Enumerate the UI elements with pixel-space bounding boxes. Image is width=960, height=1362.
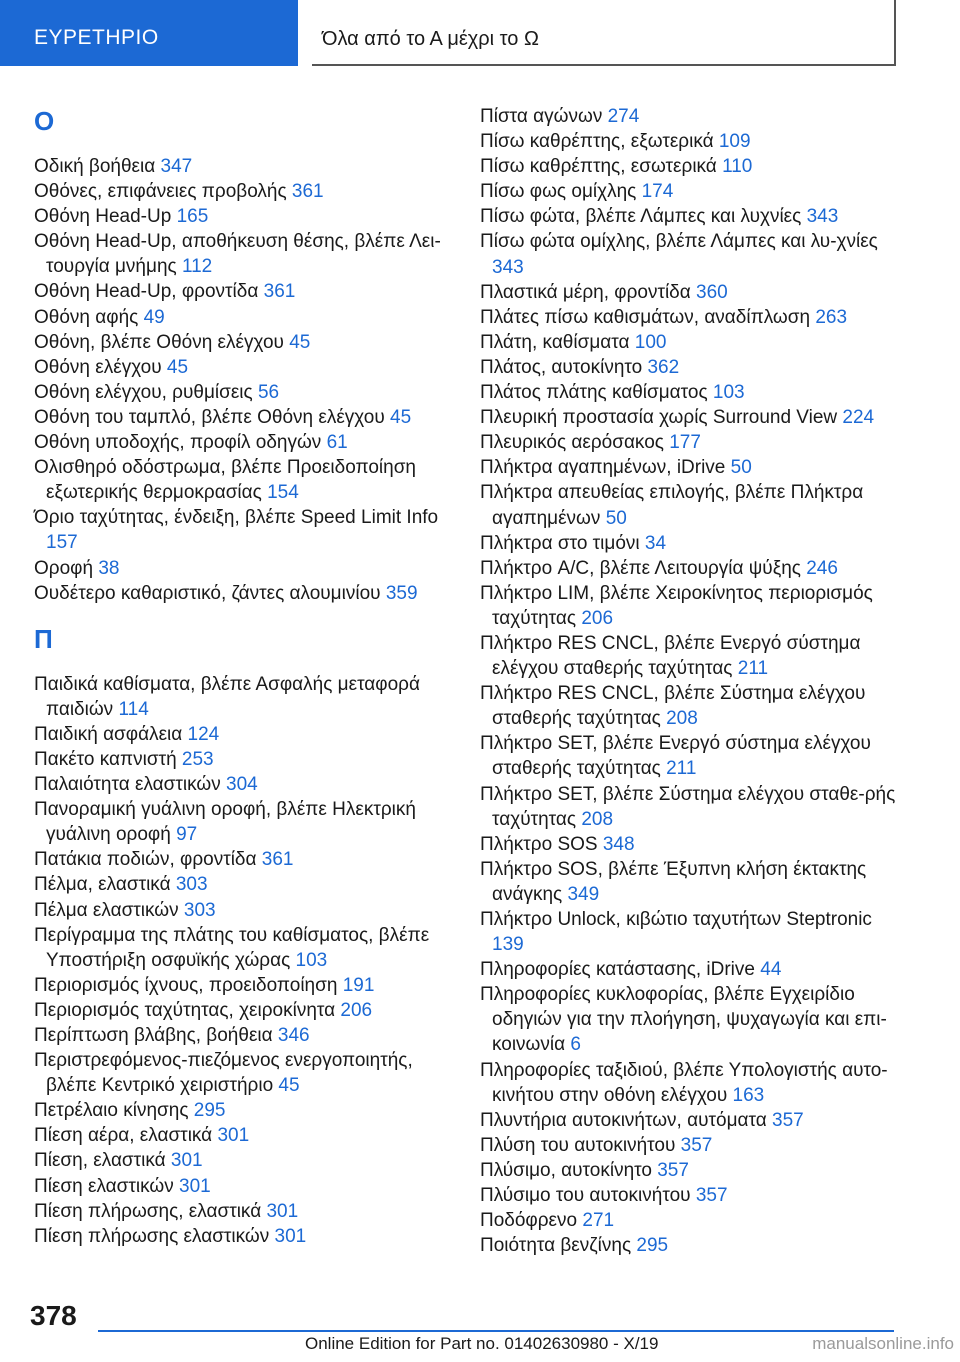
index-page-link[interactable]: 208 bbox=[666, 708, 698, 730]
index-entry-text: Πλήκτρα απευθείας επιλογής, βλέπε Πλήκτρα αγαπημένων bbox=[480, 482, 864, 529]
index-entry bbox=[34, 154, 454, 179]
index-page-link[interactable]: 357 bbox=[695, 1185, 728, 1207]
index-page-link[interactable]: 165 bbox=[176, 206, 209, 228]
index-entry-text: Όριο ταχύτητας, ένδειξη, βλέπε Speed Limit Info bbox=[34, 507, 439, 529]
index-entry-text: Πλάτες πίσω καθισμάτων, αναδίπλωση bbox=[480, 306, 816, 328]
index-page-link[interactable]: 139 bbox=[492, 934, 524, 956]
index-entry bbox=[34, 747, 454, 772]
index-entry-text: Πλάτος πλάτης καθίσματος bbox=[480, 382, 713, 404]
index-letter-heading: Π bbox=[34, 623, 53, 654]
index-entry-text: Περίγραμμα της πλάτης του καθίσματος, βλέπε Υποστήριξη οσφυϊκής χώρας bbox=[34, 924, 430, 971]
index-page-link[interactable]: 97 bbox=[176, 824, 198, 846]
index-entry bbox=[480, 1233, 900, 1258]
index-page-link[interactable]: 361 bbox=[263, 281, 296, 303]
index-page-link[interactable]: 163 bbox=[732, 1084, 765, 1106]
index-entry-text: Πίεση πλήρωσης, ελαστικά bbox=[34, 1200, 267, 1222]
index-page-link[interactable]: 357 bbox=[680, 1134, 713, 1156]
index-entry bbox=[480, 556, 900, 581]
index-entry-text: Οθόνη Head-Up, φροντίδα bbox=[34, 281, 264, 303]
index-page-link[interactable]: 45 bbox=[390, 406, 412, 428]
index-entry bbox=[34, 455, 454, 505]
index-entry bbox=[480, 1208, 900, 1233]
index-entry bbox=[480, 355, 900, 380]
index-entry bbox=[34, 898, 454, 923]
index-page-link[interactable]: 295 bbox=[193, 1100, 226, 1122]
footer-divider bbox=[98, 1330, 894, 1332]
index-entry-text: Οθόνη, βλέπε Οθόνη ελέγχου bbox=[34, 331, 290, 353]
index-entry bbox=[34, 797, 454, 847]
index-entry-text: Ποδόφρενο bbox=[480, 1210, 583, 1232]
index-page-link[interactable]: 157 bbox=[46, 532, 78, 554]
index-page-link[interactable]: 304 bbox=[226, 774, 258, 796]
index-entry-text: Οθόνη Head-Up bbox=[34, 206, 177, 228]
index-entry bbox=[34, 229, 454, 279]
index-page-link[interactable]: 206 bbox=[581, 607, 614, 629]
index-entry-text: Ποιότητα βενζίνης bbox=[480, 1235, 637, 1257]
index-entry bbox=[34, 1023, 454, 1048]
section-title: ΕΥΡΕΤΗΡΙΟ bbox=[34, 26, 159, 49]
index-page-link[interactable]: 301 bbox=[179, 1175, 211, 1197]
index-page-link[interactable]: 361 bbox=[261, 849, 294, 871]
header-subtitle: Όλα από το Α μέχρι το Ω bbox=[322, 28, 539, 50]
index-entry bbox=[480, 179, 900, 204]
index-page-link[interactable]: 303 bbox=[183, 899, 216, 921]
index-entry-text: Πίστα αγώνων bbox=[480, 106, 608, 127]
index-page-link[interactable]: 301 bbox=[170, 1150, 203, 1172]
index-entry bbox=[480, 681, 900, 731]
index-entry-text: Πακέτο καπνιστή bbox=[34, 748, 182, 770]
index-entry-text: Παλαιότητα ελαστικών bbox=[34, 774, 226, 796]
header-subtitle-box bbox=[312, 0, 896, 66]
index-entry bbox=[34, 1148, 454, 1173]
index-entry-text: Πλάτη, καθίσματα bbox=[480, 331, 635, 353]
index-page-link[interactable]: 274 bbox=[607, 106, 640, 127]
index-entry bbox=[34, 722, 454, 747]
index-entry-text: Πλευρική προστασία χωρίς Surround View bbox=[480, 407, 843, 429]
index-entry-text: Πλήκτρα στο τιμόνι bbox=[480, 532, 645, 554]
index-page-link[interactable]: 103 bbox=[712, 382, 745, 404]
index-page-link[interactable]: 343 bbox=[492, 256, 524, 278]
index-page-link[interactable]: 103 bbox=[295, 949, 328, 971]
index-entry bbox=[480, 430, 900, 455]
index-entry bbox=[480, 380, 900, 405]
index-entry bbox=[34, 1199, 454, 1224]
index-page-link[interactable]: 271 bbox=[582, 1210, 615, 1232]
footer-watermark: manualsonline.info bbox=[812, 1334, 954, 1353]
index-page-link[interactable]: 359 bbox=[385, 582, 418, 604]
index-entry bbox=[34, 772, 454, 797]
index-page-link[interactable]: 346 bbox=[277, 1025, 310, 1046]
index-entry-text: Πίσω φώτα, βλέπε Λάμπες και λυχνίες bbox=[480, 206, 807, 228]
index-entry-text: Πλυντήρια αυτοκινήτων, αυτόματα bbox=[480, 1109, 772, 1131]
index-page-link[interactable]: 50 bbox=[730, 457, 752, 479]
index-page-link[interactable]: 177 bbox=[669, 432, 701, 454]
index-entry-text: Πληροφορίες κυκλοφορίας, βλέπε Εγχειρίδιο οδηγιών για την πλοήγηση, ψυχαγωγία και επι-κοινωνία bbox=[480, 984, 887, 1056]
index-entry bbox=[480, 907, 900, 957]
index-page-link[interactable]: 301 bbox=[274, 1225, 307, 1247]
index-entry bbox=[480, 455, 900, 480]
index-entry-text: Πέλμα ελαστικών bbox=[34, 899, 184, 921]
index-page-link[interactable]: 109 bbox=[718, 131, 751, 153]
index-entry bbox=[34, 405, 454, 430]
index-entry-text: Πατάκια ποδιών, φροντίδα bbox=[34, 849, 262, 871]
index-entry-text: Πίεση αέρα, ελαστικά bbox=[34, 1125, 218, 1147]
index-page-link[interactable]: 349 bbox=[567, 883, 600, 905]
index-entry-text: Πλύση του αυτοκινήτου bbox=[480, 1134, 681, 1156]
index-page-link[interactable]: 45 bbox=[289, 331, 311, 353]
index-entry bbox=[34, 204, 454, 229]
index-page-link[interactable]: 49 bbox=[143, 306, 165, 328]
index-entry bbox=[34, 430, 454, 455]
index-page-link[interactable]: 50 bbox=[605, 507, 627, 529]
index-entry-text: Πετρέλαιο κίνησης bbox=[34, 1100, 194, 1122]
index-entry-text: Πληροφορίες κατάστασης, iDrive bbox=[480, 959, 761, 981]
index-entry bbox=[480, 1108, 900, 1133]
index-entry bbox=[480, 104, 900, 129]
index-entry-text: Περίπτωση βλάβης, βοήθεια bbox=[34, 1025, 278, 1046]
index-column-left bbox=[34, 104, 454, 1249]
index-entry bbox=[34, 279, 454, 304]
index-entry bbox=[480, 957, 900, 982]
index-page-link[interactable]: 357 bbox=[772, 1109, 804, 1131]
index-page-link[interactable]: 360 bbox=[696, 281, 728, 303]
index-entry bbox=[480, 631, 900, 681]
index-page-link[interactable]: 211 bbox=[666, 758, 697, 780]
index-entry bbox=[480, 1058, 900, 1108]
index-page-link[interactable]: 45 bbox=[166, 356, 189, 378]
index-entry bbox=[480, 1133, 900, 1158]
index-entry-text: Παιδική ασφάλεια bbox=[34, 723, 188, 745]
index-page-link[interactable]: 303 bbox=[175, 874, 208, 896]
index-entry-text: Οθόνη υποδοχής, προφίλ οδηγών bbox=[34, 432, 327, 454]
index-page-link[interactable]: 246 bbox=[806, 557, 838, 579]
index-page-link[interactable]: 224 bbox=[842, 407, 875, 429]
index-page-link[interactable]: 6 bbox=[570, 1034, 581, 1056]
index-entry-text: Πλήκτρο RES CNCL, βλέπε Σύστημα ελέγχου σταθερής ταχύτητας bbox=[480, 683, 866, 730]
index-entry-text: Πίεση, ελαστικά bbox=[34, 1150, 171, 1172]
index-entry bbox=[34, 672, 454, 722]
index-entry-text: Οροφή bbox=[34, 557, 99, 579]
index-page-link[interactable]: 191 bbox=[342, 974, 375, 996]
index-entry bbox=[480, 480, 900, 530]
index-entry-text: Οθόνες, επιφάνειες προβολής bbox=[34, 181, 292, 203]
index-entry-text: Πλαστικά μέρη, φροντίδα bbox=[480, 281, 697, 303]
index-entry-text: Οθόνη ελέγχου bbox=[34, 356, 167, 378]
index-entry-text: Περιορισμός ίχνους, προειδοποίηση bbox=[34, 974, 343, 996]
index-entry-text: Οθόνη ελέγχου, ρυθμίσεις bbox=[34, 381, 258, 403]
index-entry-text: Πλήκτρο RES CNCL, βλέπε Ενεργό σύστημα ελέγχου σταθερής ταχύτητας bbox=[480, 632, 861, 680]
index-entry-text: Πίσω καθρέπτης, εσωτερικά bbox=[480, 156, 723, 178]
index-page-link[interactable]: 110 bbox=[722, 156, 753, 178]
index-entry-text: Πέλμα, ελαστικά bbox=[34, 874, 176, 896]
index-entry-text: Πλήκτρο SET, βλέπε Σύστημα ελέγχου σταθε-ρής ταχύτητας bbox=[480, 783, 896, 830]
index-entry bbox=[34, 998, 454, 1023]
index-entry-text: Πλευρικός αερόσακος bbox=[480, 432, 670, 454]
index-entry bbox=[480, 229, 900, 279]
index-entry bbox=[34, 179, 454, 204]
index-entry-text: Ολισθηρό οδόστρωμα, βλέπε Προειδοποίηση εξωτερικής θερμοκρασίας bbox=[34, 457, 416, 504]
index-page-link[interactable]: 253 bbox=[181, 748, 214, 770]
index-page-link[interactable]: 208 bbox=[581, 808, 614, 830]
index-entry-text: Πίσω καθρέπτης, εξωτερικά bbox=[480, 131, 719, 153]
index-entry bbox=[34, 973, 454, 998]
index-page-link[interactable]: 44 bbox=[760, 959, 782, 981]
index-entry bbox=[480, 154, 900, 179]
index-page-link[interactable]: 343 bbox=[806, 206, 839, 228]
index-entry-text: Πλύσιμο του αυτοκινήτου bbox=[480, 1185, 696, 1207]
index-entry bbox=[480, 581, 900, 631]
index-page-link[interactable]: 114 bbox=[118, 698, 149, 720]
index-entry bbox=[34, 505, 454, 555]
index-page-link[interactable]: 154 bbox=[267, 482, 299, 504]
index-entry bbox=[34, 847, 454, 872]
index-entry bbox=[480, 1183, 900, 1208]
index-page-link[interactable]: 174 bbox=[641, 181, 674, 203]
index-entry bbox=[480, 832, 900, 857]
index-entry bbox=[34, 1098, 454, 1123]
index-page-link[interactable]: 206 bbox=[340, 999, 373, 1021]
index-entry bbox=[480, 330, 900, 355]
index-page-link[interactable]: 112 bbox=[181, 256, 213, 278]
index-entry-text: Πλήκτρο A/C, βλέπε Λειτουργία ψύξης bbox=[480, 557, 807, 579]
index-page-link[interactable]: 295 bbox=[636, 1235, 669, 1257]
index-entry bbox=[34, 1224, 454, 1249]
index-entry bbox=[480, 305, 900, 330]
index-page-link[interactable]: 56 bbox=[257, 381, 280, 403]
index-page-link[interactable]: 124 bbox=[187, 723, 220, 745]
index-entry bbox=[480, 1158, 900, 1183]
index-entry bbox=[34, 872, 454, 897]
index-page-link[interactable]: 301 bbox=[266, 1200, 299, 1222]
index-entry bbox=[34, 305, 454, 330]
index-page-link[interactable]: 38 bbox=[98, 557, 120, 579]
index-entry-text: Περιορισμός ταχύτητας, χειροκίνητα bbox=[34, 999, 341, 1021]
index-entry-text: Πίεση πλήρωσης ελαστικών bbox=[34, 1225, 275, 1247]
index-entry bbox=[34, 923, 454, 973]
index-entry bbox=[480, 531, 900, 556]
index-entry bbox=[480, 782, 900, 832]
index-entry bbox=[480, 129, 900, 154]
index-page-link[interactable]: 362 bbox=[647, 356, 680, 378]
index-page-link[interactable]: 263 bbox=[815, 306, 848, 328]
index-entry bbox=[34, 1174, 454, 1199]
index-entry bbox=[34, 1123, 454, 1148]
index-entry-text: Πίσω φως ομίχλης bbox=[480, 181, 642, 203]
index-entry-text: Πανοραμική γυάλινη οροφή, βλέπε Ηλεκτρική γυάλινη οροφή bbox=[34, 799, 416, 846]
index-entry bbox=[480, 405, 900, 430]
index-entry-text: Οθόνη Head-Up, αποθήκευση θέσης, βλέπε Λει-τουργία μνήμης bbox=[34, 231, 441, 278]
index-entry-text: Παιδικά καθίσματα, βλέπε Ασφαλής μεταφορά παιδιών bbox=[34, 673, 420, 720]
index-page-link[interactable]: 348 bbox=[602, 833, 635, 855]
index-entry-text: Πλήκτρο SOS, βλέπε Έξυπνη κλήση έκτακτης ανάγκης bbox=[480, 858, 867, 905]
index-entry-text: Πλήκτρο Unlock, κιβώτιο ταχυτήτων Steptronic bbox=[480, 909, 872, 930]
index-entry-text: Περιστρεφόμενος-πιεζόμενος ενεργοποιητής, βλέπε Κεντρικό χειριστήριο bbox=[34, 1050, 413, 1097]
index-entry-text: Πλήκτρο SOS bbox=[480, 833, 603, 855]
index-entry-text: Πλάτος, αυτοκίνητο bbox=[480, 356, 648, 378]
index-page-link[interactable]: 61 bbox=[326, 432, 348, 454]
index-entry-text: Πλήκτρο LIM, βλέπε Χειροκίνητος περιορισμός ταχύτητας bbox=[480, 582, 873, 629]
index-entry-text: Ουδέτερο καθαριστικό, ζάντες αλουμινίου bbox=[34, 582, 386, 604]
index-page-link[interactable]: 100 bbox=[634, 331, 667, 353]
index-entry-text: Πίεση ελαστικών bbox=[34, 1175, 179, 1197]
index-page-link[interactable]: 34 bbox=[644, 532, 667, 554]
index-page-link[interactable]: 357 bbox=[657, 1159, 689, 1181]
index-entry-text: Οδική βοήθεια bbox=[34, 156, 161, 177]
index-entry bbox=[34, 380, 454, 405]
index-column-right bbox=[480, 104, 900, 1258]
index-page-link[interactable]: 301 bbox=[217, 1125, 250, 1147]
index-entry-text: Οθόνη αφής bbox=[34, 306, 144, 328]
footer-edition: Online Edition for Part no. 01402630980 - X/19 bbox=[305, 1334, 659, 1353]
page-number: 378 bbox=[30, 1300, 77, 1331]
index-page-link[interactable]: 45 bbox=[278, 1075, 300, 1097]
index-entry bbox=[34, 355, 454, 380]
index-entry bbox=[480, 280, 900, 305]
index-entry-text: Πλύσιμο, αυτοκίνητο bbox=[480, 1159, 658, 1181]
index-entry bbox=[34, 330, 454, 355]
index-page-link[interactable]: 211 bbox=[737, 658, 769, 680]
section-tab bbox=[0, 0, 298, 66]
index-entry bbox=[480, 731, 900, 781]
index-page-link[interactable]: 347 bbox=[160, 156, 193, 177]
index-entry bbox=[34, 581, 454, 606]
index-entry-text: Πληροφορίες ταξιδιού, βλέπε Υπολογιστής αυτο-κινήτου στην οθόνη ελέγχου bbox=[480, 1059, 888, 1106]
index-entry-text: Οθόνη του ταμπλό, βλέπε Οθόνη ελέγχου bbox=[34, 406, 390, 428]
index-entry bbox=[480, 204, 900, 229]
index-entry-text: Πλήκτρα αγαπημένων, iDrive bbox=[480, 457, 731, 479]
index-entry bbox=[34, 1048, 454, 1098]
index-entry bbox=[480, 982, 900, 1057]
index-entry bbox=[34, 556, 454, 581]
index-entry-text: Πίσω φώτα ομίχλης, βλέπε Λάμπες και λυ-χνίες bbox=[480, 231, 878, 253]
index-entry-text: Πλήκτρο SET, βλέπε Ενεργό σύστημα ελέγχου σταθερής ταχύτητας bbox=[480, 733, 871, 780]
index-page-link[interactable]: 361 bbox=[291, 181, 324, 203]
index-letter-heading: Ο bbox=[34, 106, 55, 136]
index-entry bbox=[480, 857, 900, 907]
